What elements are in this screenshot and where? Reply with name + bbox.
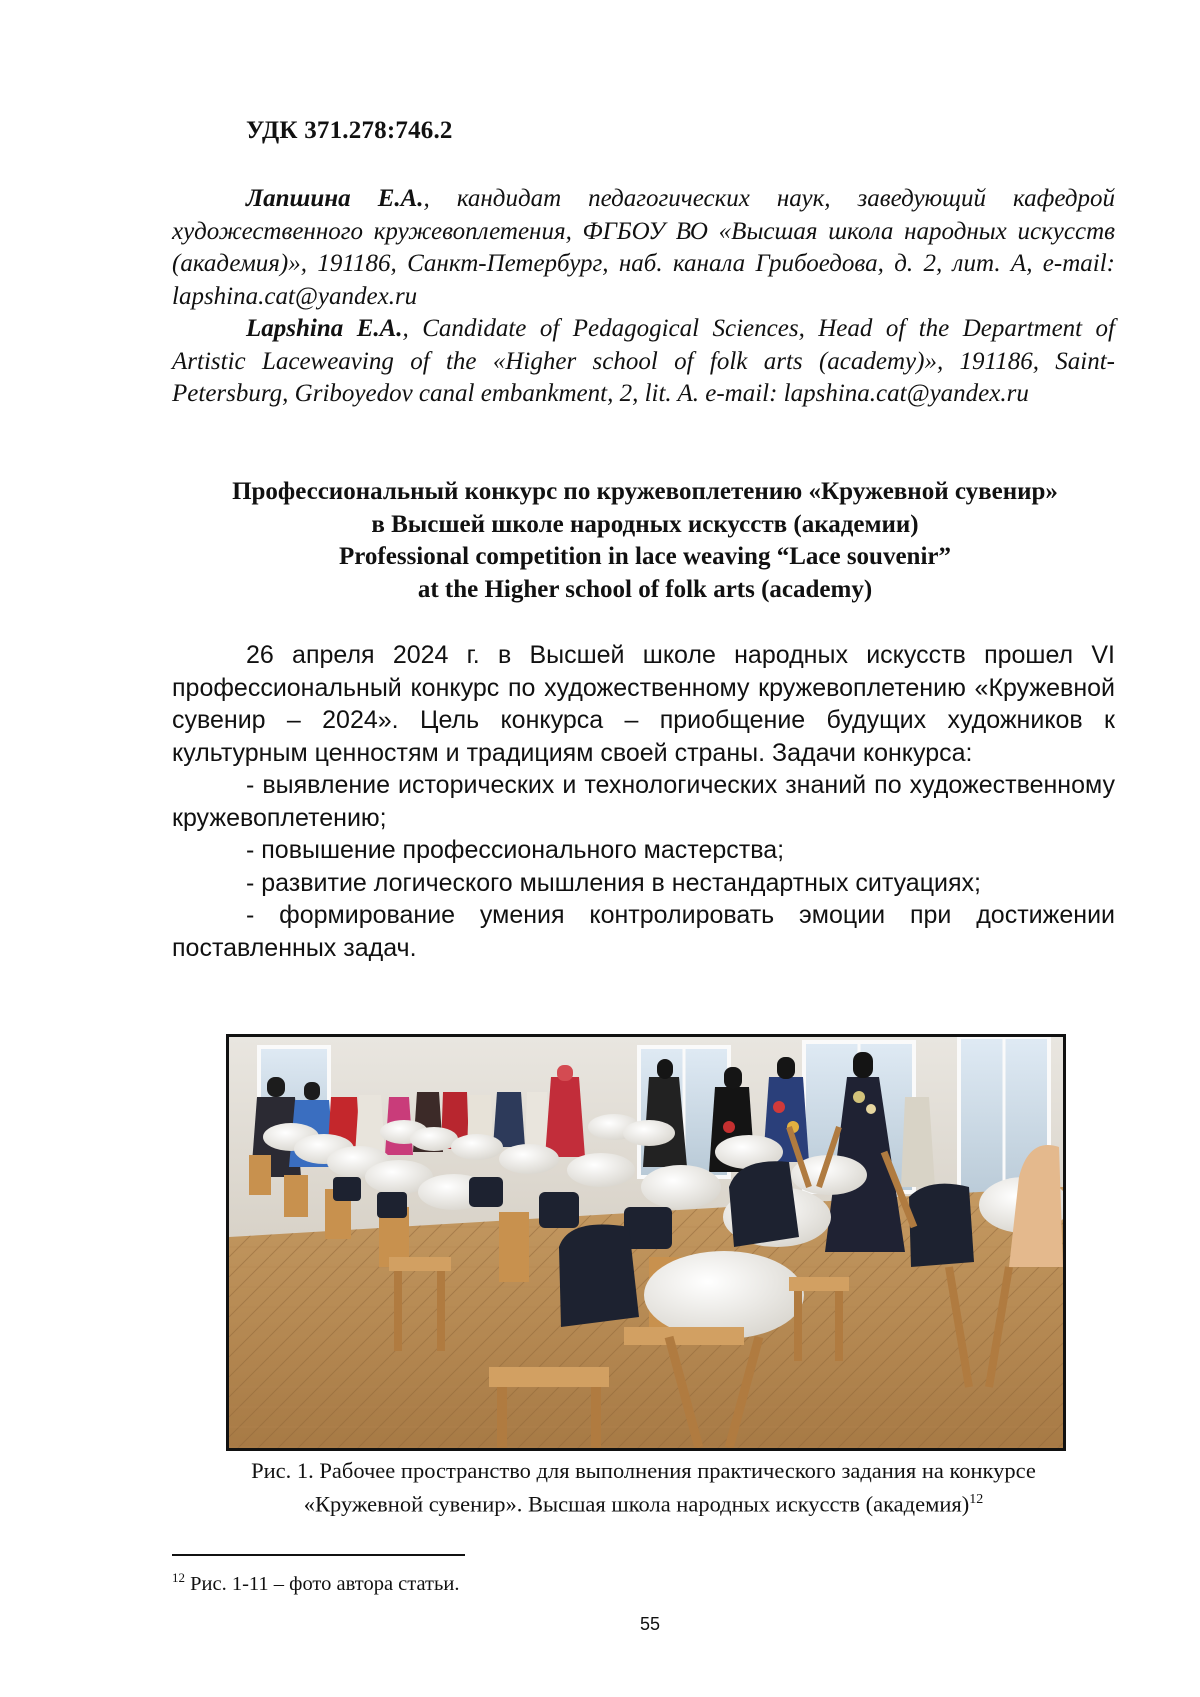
figure-photo	[226, 1034, 1066, 1451]
caption-footnote-ref: 12	[969, 1492, 984, 1507]
figure-caption	[172, 1456, 1115, 1519]
footnote-divider	[172, 1554, 465, 1556]
intro-paragraph: 26 апреля 2024 г. в Высшей школе народных искусств прошел VI профессиональный конкурс по художественному кружевоплетению «Кружевной сувенир – 2024». Цель конкурса – приобщение будущих художников к культурным ценностям и традициям своей страны. Задачи конкурса:	[172, 641, 1115, 767]
footnote-text: Рис. 1-11 – фото автора статьи.	[185, 1572, 460, 1595]
author-name-ru: Лапшина Е.А.	[246, 185, 424, 212]
title-line-ru-2: в Высшей школе народных искусств (академии)	[371, 510, 919, 538]
page-number: 55	[639, 1614, 661, 1634]
title-line-en-2: at the Higher school of folk arts (academy)	[417, 575, 873, 603]
lace-workshop-photo	[229, 1037, 1063, 1448]
article-body	[172, 639, 1115, 964]
author-name-en: Lapshina E.A.	[246, 315, 403, 342]
task-item-3: - развитие логического мышления в нестандартных ситуациях;	[246, 868, 981, 897]
caption-line-2	[172, 1485, 1115, 1519]
title-line-en-1: Professional competition in lace weaving “Lace souvenir”	[339, 543, 951, 570]
task-item-2: - повышение профессионального мастерства;	[246, 836, 785, 864]
author-details-ru: , кандидат педагогических наук, заведующий кафедрой художественного кружевоплетения, ФГБОУ ВО «Высшая школа народных искусств (академия)», 191186, Санкт-Петербург, наб. канала Грибоедова, д. 2, лит. А, e-mail: lapshina.cat@yandex.ru	[172, 185, 1116, 310]
task-item-4: - формирование умения контролировать эмоции при достижении поставленных задач.	[172, 901, 1115, 962]
caption-line-2-text: «Кружевной сувенир». Высшая школа народных искусств (академия)	[303, 1491, 970, 1517]
author-info-en	[172, 313, 1115, 411]
footnote-mark: 12	[172, 1570, 185, 1585]
article-title	[150, 476, 1140, 606]
caption-line-1: Рис. 1. Рабочее пространство для выполнения практического задания на конкурсе	[251, 1458, 1036, 1483]
author-info-ru	[172, 183, 1115, 313]
footnote	[172, 1565, 459, 1597]
title-line-ru-1: Профессиональный конкурс по кружевоплетению «Кружевной сувенир»	[232, 478, 1058, 505]
udk-code: УДК 371.278:746.2	[246, 117, 453, 144]
author-details-en: , Candidate of Pedagogical Sciences, Head of the Department of Artistic Laceweaving of the «Higher school of folk arts (academy)», 191186, Saint-Petersburg, Griboyedov canal embankment, 2, lit. A. e-mail: lapshina.cat@yandex.ru	[172, 315, 1115, 407]
task-item-1: - выявление исторических и технологических знаний по художественному кружевоплетению;	[172, 771, 1115, 832]
